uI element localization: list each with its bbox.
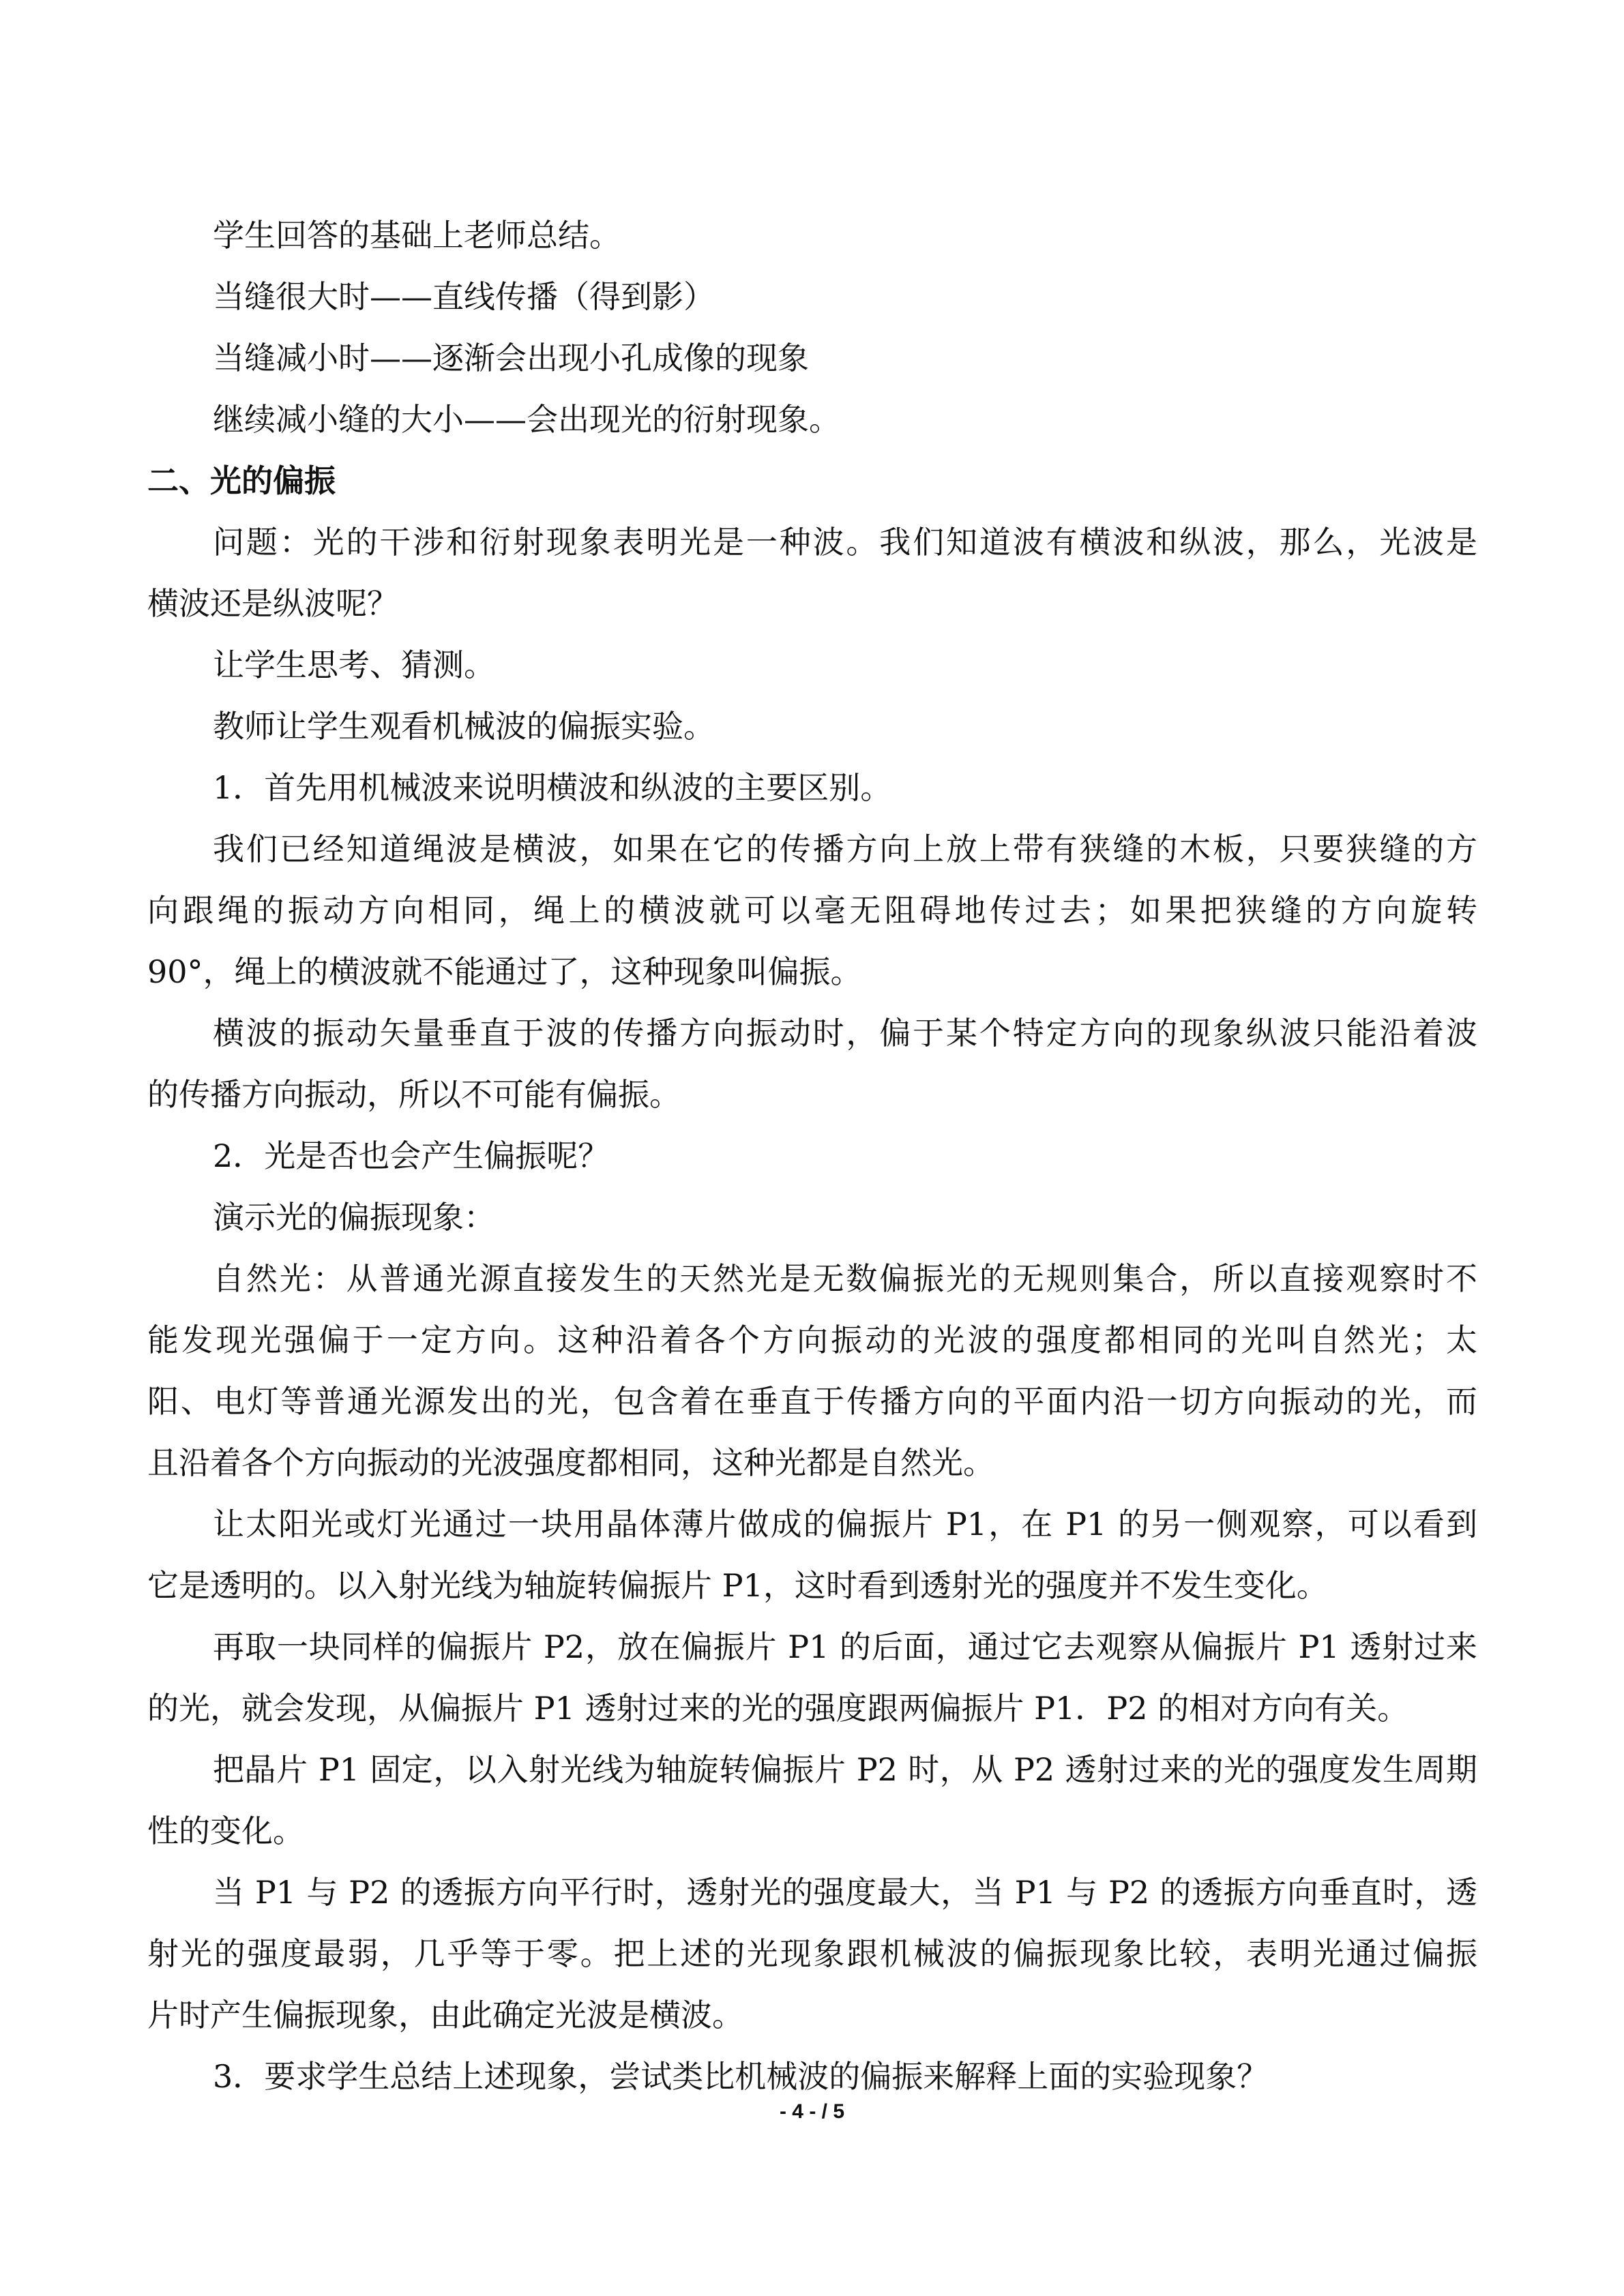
paragraph-line: 我们已经知道绳波是横波，如果在它的传播方向上放上带有狭缝的木板，只要狭缝的方 — [213, 831, 1477, 867]
paragraph-line: 演示光的偏振现象： — [213, 1199, 495, 1236]
paragraph-line: 让太阳光或灯光通过一块用晶体薄片做成的偏振片 P1，在 P1 的另一侧观察，可以看到 — [213, 1506, 1477, 1542]
paragraph-line: 且沿着各个方向振动的光波强度都相同，这种光都是自然光。 — [147, 1444, 994, 1481]
paragraph-line: 的光，就会发现，从偏振片 P1 透射过来的光的强度跟两偏振片 P1．P2 的相对方向有关。 — [147, 1690, 1409, 1727]
paragraph-line: 的传播方向振动，所以不可能有偏振。 — [147, 1076, 681, 1113]
paragraph-line: 90°，绳上的横波就不能通过了，这种现象叫偏振。 — [147, 953, 862, 990]
paragraph-line: 让学生思考、猜测。 — [213, 646, 495, 683]
paragraph-line: 继续减小缝的大小——会出现光的衍射现象。 — [213, 401, 840, 438]
paragraph-line: 横波的振动矢量垂直于波的传播方向振动时，偏于某个特定方向的现象纵波只能沿着波 — [213, 1015, 1477, 1052]
paragraph-line: 当 P1 与 P2 的透振方向平行时，透射光的强度最大，当 P1 与 P2 的透振方向垂直时，透 — [213, 1874, 1477, 1911]
paragraph-line: 性的变化。 — [147, 1813, 304, 1849]
paragraph-line: 阳、电灯等普通光源发出的光，包含着在垂直于传播方向的平面内沿一切方向振动的光，而 — [147, 1383, 1477, 1420]
paragraph-line: 教师让学生观看机械波的偏振实验。 — [213, 708, 715, 745]
paragraph-line: 1．首先用机械波来说明横波和纵波的主要区别。 — [213, 769, 892, 806]
paragraph-line: 再取一块同样的偏振片 P2，放在偏振片 P1 的后面，通过它去观察从偏振片 P1 透射过来 — [213, 1628, 1477, 1665]
paragraph-line: 射光的强度最弱，几乎等于零。把上述的光现象跟机械波的偏振现象比较，表明光通过偏振 — [147, 1935, 1477, 1972]
page-body — [147, 205, 1477, 2107]
section-heading: 二、光的偏振 — [147, 462, 336, 499]
paragraph-line: 能发现光强偏于一定方向。这种沿着各个方向振动的光波的强度都相同的光叫自然光；太 — [147, 1322, 1477, 1358]
paragraph-line: 向跟绳的振动方向相同，绳上的横波就可以毫无阻碍地传过去；如果把狭缝的方向旋转 — [147, 892, 1477, 929]
paragraph-line: 片时产生偏振现象，由此确定光波是横波。 — [147, 1997, 743, 2033]
paragraph-line: 当缝很大时——直线传播（得到影） — [213, 278, 715, 315]
paragraph-line: 问题：光的干涉和衍射现象表明光是一种波。我们知道波有横波和纵波，那么，光波是 — [213, 524, 1477, 561]
page-number: - 4 - / 5 — [779, 2100, 845, 2123]
paragraph-line: 横波还是纵波呢？ — [147, 585, 398, 622]
paragraph-line: 3．要求学生总结上述现象，尝试类比机械波的偏振来解释上面的实验现象？ — [213, 2058, 1269, 2095]
paragraph-line: 自然光：从普通光源直接发生的天然光是无数偏振光的无规则集合，所以直接观察时不 — [213, 1260, 1477, 1297]
paragraph-line: 2．光是否也会产生偏振呢？ — [213, 1137, 610, 1174]
paragraph-line: 把晶片 P1 固定，以入射光线为轴旋转偏振片 P2 时，从 P2 透射过来的光的强度发生周期 — [213, 1751, 1477, 1788]
paragraph-line: 学生回答的基础上老师总结。 — [213, 217, 621, 254]
paragraph-line: 当缝减小时——逐渐会出现小孔成像的现象 — [213, 340, 809, 376]
paragraph-line: 它是透明的。以入射光线为轴旋转偏振片 P1，这时看到透射光的强度并不发生变化。 — [147, 1567, 1328, 1604]
